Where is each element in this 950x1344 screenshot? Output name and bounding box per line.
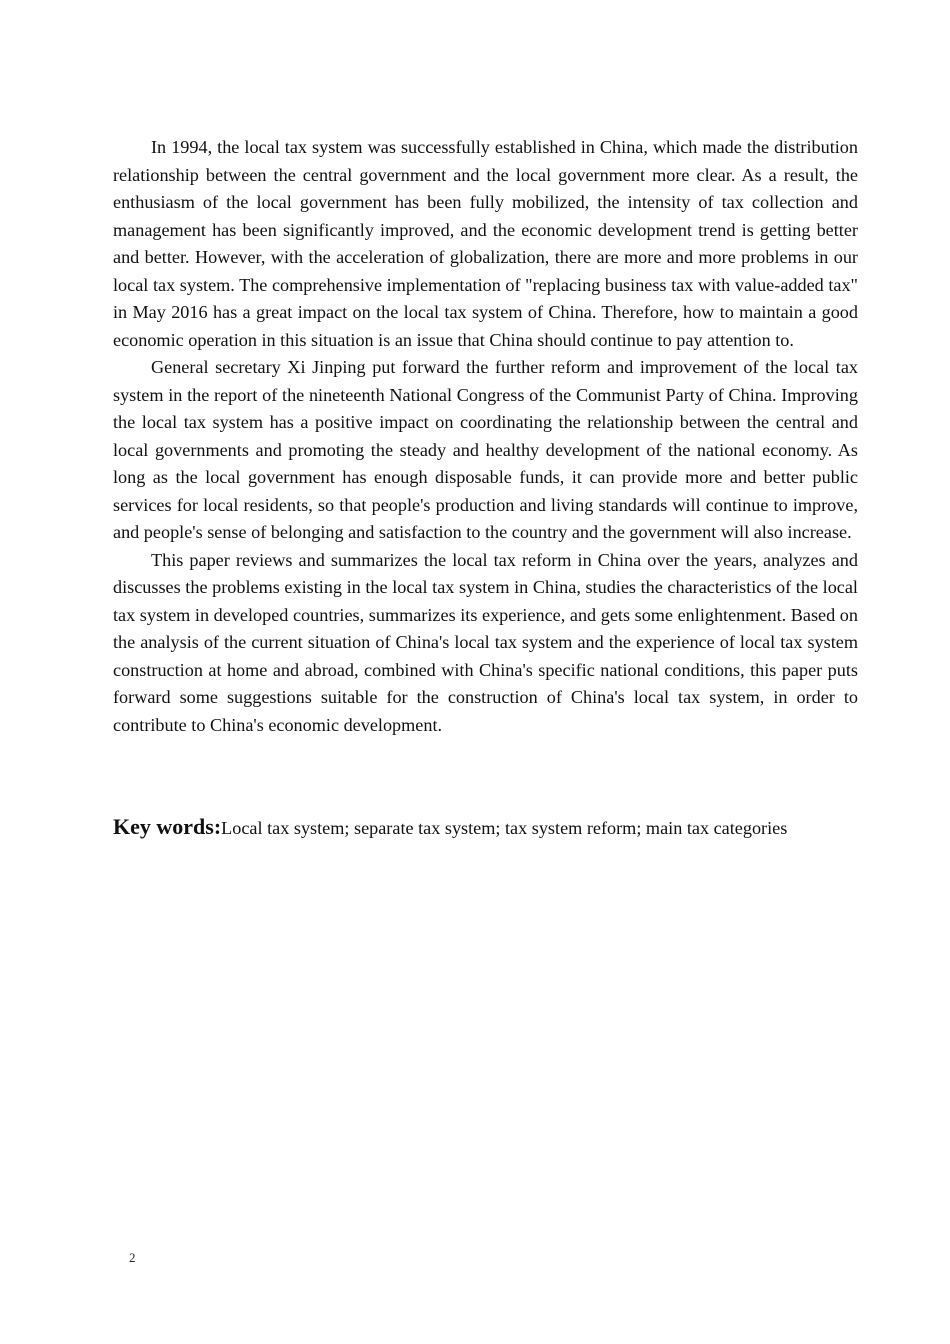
keywords-label: Key words: xyxy=(113,814,222,839)
abstract-paragraph-3: This paper reviews and summarizes the local tax reform in China over the years, analyzes and discusses the problems existing in the local tax system in China, studies the characteristics of the local tax system in developed countries, summarizes its experience, and gets some enlightenment. Based on the analysis of the current situation of China's local tax system and the experience of local tax system construction at home and abroad, combined with China's specific national conditions, this paper puts forward some suggestions suitable for the construction of China's local tax system, in order to contribute to China's economic development. xyxy=(113,549,858,735)
abstract-paragraph-2: General secretary Xi Jinping put forward the further reform and improvement of the local tax system in the report of the nineteenth National Congress of the Communist Party of China. Improving the local tax system has a positive impact on coordinating the relationship between the central and local governments and promoting the steady and healthy development of the national economy. As long as the local government has enough disposable funds, it can provide more and better public services for local residents, so that people's production and living standards will continue to improve, and people's sense of belonging and satisfaction to the country and the government will also increase. xyxy=(113,357,858,542)
keywords-line xyxy=(113,814,873,840)
abstract-paragraph-1: In 1994, the local tax system was successfully established in China, which made the distribution relationship between the central government and the local government more clear. As a result, the enthusiasm of the local government has been fully mobilized, the intensity of tax collection and management has been significantly improved, and the economic development trend is getting better and better. However, with the acceleration of globalization, there are more and more problems in our local tax system. The comprehensive implementation of "replacing business tax with value-added tax" in May 2016 has a great impact on the local tax system of China. Therefore, how to maintain a good economic operation in this situation is an issue that China should continue to pay attention to. xyxy=(113,137,858,350)
keywords-value: Local tax system; separate tax system; tax system reform; main tax categories xyxy=(221,818,788,838)
abstract-body xyxy=(113,134,858,739)
page-number: 2 xyxy=(129,1250,136,1265)
